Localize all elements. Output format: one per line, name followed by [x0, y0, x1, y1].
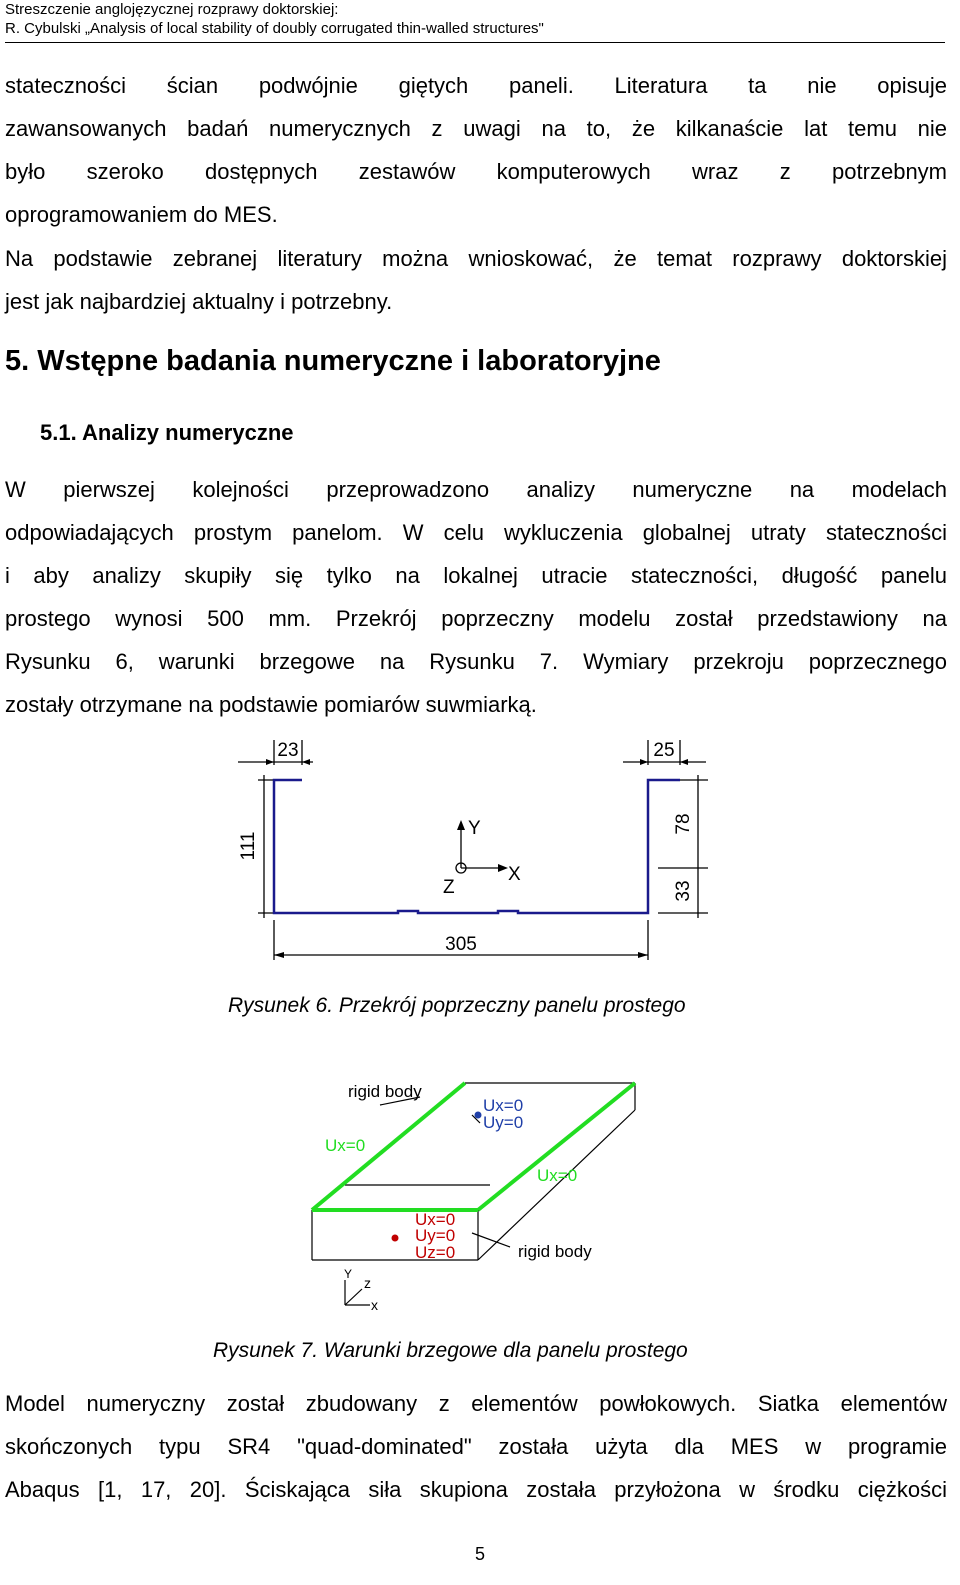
text-line: oprogramowaniem do MES. [5, 202, 278, 227]
triad-axis [345, 1289, 362, 1305]
arrowhead [638, 952, 648, 958]
dim-label-right-lower: 33 [673, 880, 694, 902]
section-heading: 5. Wstępne badania numeryczne i laboratoryjne [5, 345, 661, 377]
text-line: zostały otrzymane na podstawie pomiarów suwmiarką. [5, 692, 537, 717]
running-header [5, 0, 945, 43]
arrowhead [680, 759, 688, 765]
figure-7-boundary-conditions [300, 1075, 660, 1315]
axis-y-label: Y [468, 818, 481, 839]
paragraph-1 [5, 64, 947, 236]
dim-label-left: 111 [238, 831, 259, 861]
header-line-2: R. Cybulski „Analysis of local stability of doubly corrugated thin-walled structures" [5, 20, 544, 37]
page-number: 5 [474, 1544, 485, 1564]
triad-z-label: z [364, 1275, 371, 1291]
panel-edge [478, 1110, 635, 1260]
bc-right: Ux=0 [537, 1166, 578, 1185]
header-line-1: Streszczenie anglojęzycznej rozprawy doktorskiej: [5, 1, 339, 18]
arrowhead [457, 820, 465, 830]
triad-x-label: x [371, 1297, 378, 1313]
axis-x-label: X [508, 864, 521, 885]
paragraph-3 [5, 468, 947, 726]
text-line: prostego wynosi 500 mm. Przekrój poprzeczny modelu został przedstawiony na [5, 606, 947, 631]
figure-6-caption: Rysunek 6. Przekrój poprzeczny panelu prostego [228, 994, 686, 1017]
label-rigid-body-top: rigid body [348, 1082, 422, 1101]
dim-label-right-upper: 78 [673, 813, 694, 835]
arrowhead [640, 759, 648, 765]
paragraph-4 [5, 1382, 947, 1511]
arrowhead [274, 952, 284, 958]
text-line: zawansowanych badań numerycznych z uwagi na to, że kilkanaście lat temu nie [5, 116, 947, 141]
text-line: stateczności ścian podwójnie giętych paneli. Literatura ta nie opisuje [5, 73, 947, 98]
bc-mid-1: Ux=0 [415, 1210, 456, 1229]
text-line: było szeroko dostępnych zestawów komputerowych wraz z potrzebnym [5, 159, 947, 184]
figure-6-cross-section [228, 730, 728, 975]
triad-y-label: Y [344, 1267, 353, 1281]
dim-label-top-left: 23 [277, 740, 299, 761]
text-line: i aby analizy skupiły się tylko na lokalnej utracie stateczności, długość panelu [5, 563, 947, 588]
paragraph-2 [5, 237, 947, 323]
label-rigid-body-bottom: rigid body [518, 1242, 592, 1261]
bc-top-left: Ux=0 [325, 1136, 366, 1155]
reference-point-top [475, 1112, 482, 1119]
arrowhead [266, 759, 274, 765]
text-line: odpowiadających prostym panelom. W celu wykluczenia globalnej utraty stateczności [5, 520, 947, 545]
arrowhead [302, 759, 310, 765]
bc-top-mid-2: Uy=0 [483, 1113, 524, 1132]
reference-point-center [392, 1235, 399, 1242]
text-line: Na podstawie zebranej literatury można wnioskować, że temat rozprawy doktorskiej [5, 246, 947, 271]
subsection-heading: 5.1. Analizy numeryczne [40, 420, 294, 445]
text-line: skończonych typu SR4 "quad-dominated" została użyta dla MES w programie [5, 1434, 947, 1459]
bc-mid-3: Uz=0 [415, 1243, 456, 1262]
bc-top-mid-1: Ux=0 [483, 1096, 524, 1115]
text-line: Model numeryczny został zbudowany z elementów powłokowych. Siatka elementów [5, 1391, 947, 1416]
bc-mid-2: Uy=0 [415, 1226, 456, 1245]
text-line: W pierwszej kolejności przeprowadzono analizy numeryczne na modelach [5, 477, 947, 502]
text-line: Abaqus [1, 17, 20]. Ściskająca siła skupiona została przyłożona w środku ciężkości [5, 1477, 947, 1502]
panel-profile [274, 780, 680, 913]
dim-label-top-right: 25 [653, 740, 675, 761]
axis-z-label: Z [443, 877, 455, 898]
text-line: Rysunku 6, warunki brzegowe na Rysunku 7. Wymiary przekroju poprzecznego [5, 649, 947, 674]
figure-7-caption: Rysunek 7. Warunki brzegowe dla panelu prostego [213, 1339, 688, 1362]
dim-label-bottom: 305 [445, 934, 477, 955]
arrowhead [498, 864, 508, 872]
text-line: jest jak najbardziej aktualny i potrzebny. [5, 289, 393, 314]
